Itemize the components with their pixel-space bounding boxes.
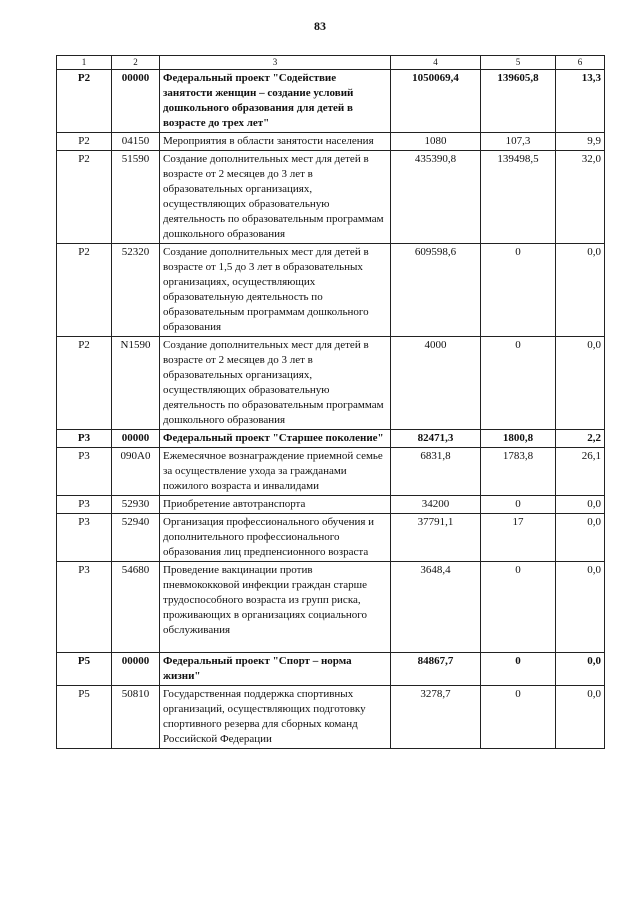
name-cell: Проведение вакцинации против пневмококковой инфекции граждан старше трудоспособного возраста из групп риска, проживающих в организациях социального обслуживания (160, 562, 391, 653)
table-row (57, 448, 605, 496)
table-row (57, 133, 605, 151)
section-code-cell: Р5 (57, 686, 112, 749)
column-header-4: 4 (391, 56, 481, 70)
section-code-cell: Р3 (57, 562, 112, 653)
plan-amount-cell: 609598,6 (391, 244, 481, 337)
section-code-cell: Р2 (57, 133, 112, 151)
name-cell: Организация профессионального обучения и дополнительного профессионального образования лиц предпенсионного возраста (160, 514, 391, 562)
table-row (57, 337, 605, 430)
section-code-cell: Р3 (57, 514, 112, 562)
section-code-cell: Р3 (57, 496, 112, 514)
name-cell: Федеральный проект "Старшее поколение" (160, 430, 391, 448)
percent-cell: 0,0 (556, 244, 605, 337)
plan-amount-cell: 1080 (391, 133, 481, 151)
table-row-project-p3 (57, 430, 605, 448)
plan-amount-cell: 1050069,4 (391, 70, 481, 133)
target-code-cell: 50810 (112, 686, 160, 749)
actual-amount-cell: 0 (481, 337, 556, 430)
actual-amount-cell: 0 (481, 686, 556, 749)
column-header-3: 3 (160, 56, 391, 70)
table-row (57, 244, 605, 337)
target-code-cell: 52940 (112, 514, 160, 562)
table-row (57, 514, 605, 562)
name-cell: Государственная поддержка спортивных организаций, осуществляющих подготовку спортивного резерва для сборных команд Российской Федерации (160, 686, 391, 749)
budget-table (56, 55, 605, 749)
percent-cell: 2,2 (556, 430, 605, 448)
actual-amount-cell: 107,3 (481, 133, 556, 151)
plan-amount-cell: 84867,7 (391, 653, 481, 686)
target-code-cell: 51590 (112, 151, 160, 244)
plan-amount-cell: 435390,8 (391, 151, 481, 244)
target-code-cell: 00000 (112, 653, 160, 686)
section-code-cell: Р3 (57, 430, 112, 448)
section-code-cell: Р2 (57, 244, 112, 337)
plan-amount-cell: 6831,8 (391, 448, 481, 496)
column-header-6: 6 (556, 56, 605, 70)
name-cell: Федеральный проект "Содействие занятости женщин – создание условий дошкольного образования для детей в возрасте до трех лет" (160, 70, 391, 133)
name-cell: Ежемесячное вознаграждение приемной семье за осуществление ухода за гражданами пожилого возраста и инвалидами (160, 448, 391, 496)
name-cell: Федеральный проект "Спорт – норма жизни" (160, 653, 391, 686)
column-header-5: 5 (481, 56, 556, 70)
table-row-project-p2 (57, 70, 605, 133)
actual-amount-cell: 17 (481, 514, 556, 562)
name-cell: Создание дополнительных мест для детей в возрасте от 1,5 до 3 лет в образовательных организациях, осуществляющих образовательную деятельность по образовательным программам дошкольного образования (160, 244, 391, 337)
plan-amount-cell: 34200 (391, 496, 481, 514)
target-code-cell: N1590 (112, 337, 160, 430)
percent-cell: 32,0 (556, 151, 605, 244)
actual-amount-cell: 0 (481, 562, 556, 653)
plan-amount-cell: 3648,4 (391, 562, 481, 653)
name-cell: Приобретение автотранспорта (160, 496, 391, 514)
actual-amount-cell: 0 (481, 653, 556, 686)
table-row (57, 151, 605, 244)
target-code-cell: 00000 (112, 70, 160, 133)
name-cell: Создание дополнительных мест для детей в возрасте от 2 месяцев до 3 лет в образовательных организациях, осуществляющих образовательную деятельность по образовательным программам дошкольного образования (160, 151, 391, 244)
table-row-project-p5 (57, 653, 605, 686)
name-cell: Создание дополнительных мест для детей в возрасте от 2 месяцев до 3 лет в образовательных организациях, осуществляющих образовательную деятельность по образовательным программам дошкольного образования (160, 337, 391, 430)
percent-cell: 13,3 (556, 70, 605, 133)
section-code-cell: Р2 (57, 337, 112, 430)
plan-amount-cell: 4000 (391, 337, 481, 430)
target-code-cell: 04150 (112, 133, 160, 151)
plan-amount-cell: 3278,7 (391, 686, 481, 749)
name-cell: Мероприятия в области занятости населения (160, 133, 391, 151)
page-number: 83 (314, 19, 326, 33)
table-header-row (57, 56, 605, 70)
plan-amount-cell: 37791,1 (391, 514, 481, 562)
percent-cell: 0,0 (556, 337, 605, 430)
actual-amount-cell: 1783,8 (481, 448, 556, 496)
table-row (57, 562, 605, 653)
actual-amount-cell: 139498,5 (481, 151, 556, 244)
percent-cell: 0,0 (556, 496, 605, 514)
percent-cell: 9,9 (556, 133, 605, 151)
percent-cell: 0,0 (556, 562, 605, 653)
table-row (57, 496, 605, 514)
actual-amount-cell: 139605,8 (481, 70, 556, 133)
section-code-cell: Р3 (57, 448, 112, 496)
percent-cell: 0,0 (556, 686, 605, 749)
table-row (57, 686, 605, 749)
actual-amount-cell: 1800,8 (481, 430, 556, 448)
actual-amount-cell: 0 (481, 496, 556, 514)
target-code-cell: 00000 (112, 430, 160, 448)
section-code-cell: Р2 (57, 70, 112, 133)
target-code-cell: 52930 (112, 496, 160, 514)
section-code-cell: Р5 (57, 653, 112, 686)
target-code-cell: 090А0 (112, 448, 160, 496)
column-header-1: 1 (57, 56, 112, 70)
section-code-cell: Р2 (57, 151, 112, 244)
plan-amount-cell: 82471,3 (391, 430, 481, 448)
target-code-cell: 54680 (112, 562, 160, 653)
target-code-cell: 52320 (112, 244, 160, 337)
percent-cell: 0,0 (556, 514, 605, 562)
percent-cell: 0,0 (556, 653, 605, 686)
actual-amount-cell: 0 (481, 244, 556, 337)
column-header-2: 2 (112, 56, 160, 70)
percent-cell: 26,1 (556, 448, 605, 496)
